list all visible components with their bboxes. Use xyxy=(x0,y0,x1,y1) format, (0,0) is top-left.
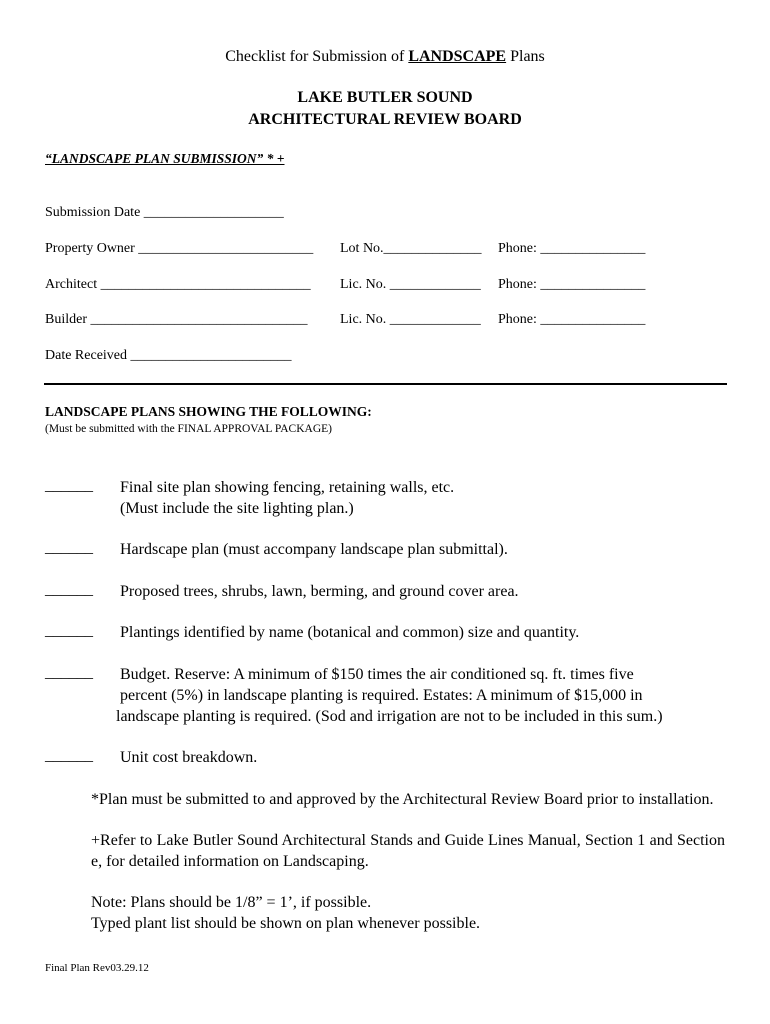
title-prefix: Checklist for Submission of xyxy=(225,48,409,65)
property-owner-field[interactable]: Property Owner _________________________ xyxy=(45,241,314,256)
note-plant-list: Typed plant list should be shown on plan whenever possible. xyxy=(91,915,481,932)
architect-license-field[interactable]: Lic. No. _____________ xyxy=(340,277,481,292)
checklist-item-5 xyxy=(116,664,663,727)
note-approval: *Plan must be submitted to and approved by the Architectural Review Board prior to installation. xyxy=(91,791,714,808)
checklist-item-1-line-1: Final site plan showing fencing, retaining walls, etc. xyxy=(120,479,455,496)
architect-field[interactable]: Architect ______________________________ xyxy=(45,277,311,292)
checklist-item-3: Proposed trees, shrubs, lawn, berming, and ground cover area. xyxy=(120,583,519,600)
page-title xyxy=(0,48,770,66)
owner-phone-field[interactable]: Phone: _______________ xyxy=(498,241,646,256)
checklist-item-4: Plantings identified by name (botanical and common) size and quantity. xyxy=(120,624,580,641)
architect-phone-field[interactable]: Phone: _______________ xyxy=(498,277,646,292)
note-scale: Note: Plans should be 1/8” = 1’, if possible. xyxy=(91,894,372,911)
checklist-item-5-line-1: Budget. Reserve: A minimum of $150 times the air conditioned sq. ft. times five xyxy=(120,666,634,683)
checklist-blank-3[interactable]: ______ xyxy=(45,581,93,598)
section-divider xyxy=(44,383,727,385)
checklist-blank-2[interactable]: ______ xyxy=(45,539,93,556)
checklist-blank-1[interactable]: ______ xyxy=(45,477,93,494)
footer-revision: Final Plan Rev03.29.12 xyxy=(45,962,149,974)
org-name: LAKE BUTLER SOUND xyxy=(297,89,473,106)
submission-date-field[interactable]: Submission Date ____________________ xyxy=(45,205,284,220)
checklist-blank-4[interactable]: ______ xyxy=(45,622,93,639)
builder-phone-field[interactable]: Phone: _______________ xyxy=(498,312,646,327)
checklist-item-5-line-3: landscape planting is required. (Sod and irrigation are not to be included in this sum.) xyxy=(116,708,663,725)
checklist-item-5-line-2: percent (5%) in landscape planting is required. Estates: A minimum of $15,000 in xyxy=(120,687,643,704)
note-manual-reference: +Refer to Lake Butler Sound Architectural Stands and Guide Lines Manual, Section 1 and Section e, for detailed information on Landscaping. xyxy=(91,832,725,870)
builder-license-field[interactable]: Lic. No. _____________ xyxy=(340,312,481,327)
submission-tag: “LANDSCAPE PLAN SUBMISSION” * + xyxy=(45,151,285,166)
checklist-item-6: Unit cost breakdown. xyxy=(120,749,258,766)
checklist-blank-6[interactable]: ______ xyxy=(45,747,93,764)
checklist-item-2: Hardscape plan (must accompany landscape plan submittal). xyxy=(120,541,508,558)
section-title: LANDSCAPE PLANS SHOWING THE FOLLOWING: xyxy=(45,404,372,419)
checklist-item-1 xyxy=(120,477,454,519)
checklist-item-1-line-2: (Must include the site lighting plan.) xyxy=(120,500,354,517)
org-board: ARCHITECTURAL REVIEW BOARD xyxy=(248,111,522,128)
checklist-blank-5[interactable]: ______ xyxy=(45,664,93,681)
title-suffix: Plans xyxy=(506,48,545,65)
section-subtitle: (Must be submitted with the FINAL APPROVAL PACKAGE) xyxy=(45,423,332,435)
lot-number-field[interactable]: Lot No.______________ xyxy=(340,241,482,256)
builder-field[interactable]: Builder _______________________________ xyxy=(45,312,308,327)
title-emphasis: LANDSCAPE xyxy=(408,48,507,65)
date-received-field[interactable]: Date Received _______________________ xyxy=(45,348,292,363)
